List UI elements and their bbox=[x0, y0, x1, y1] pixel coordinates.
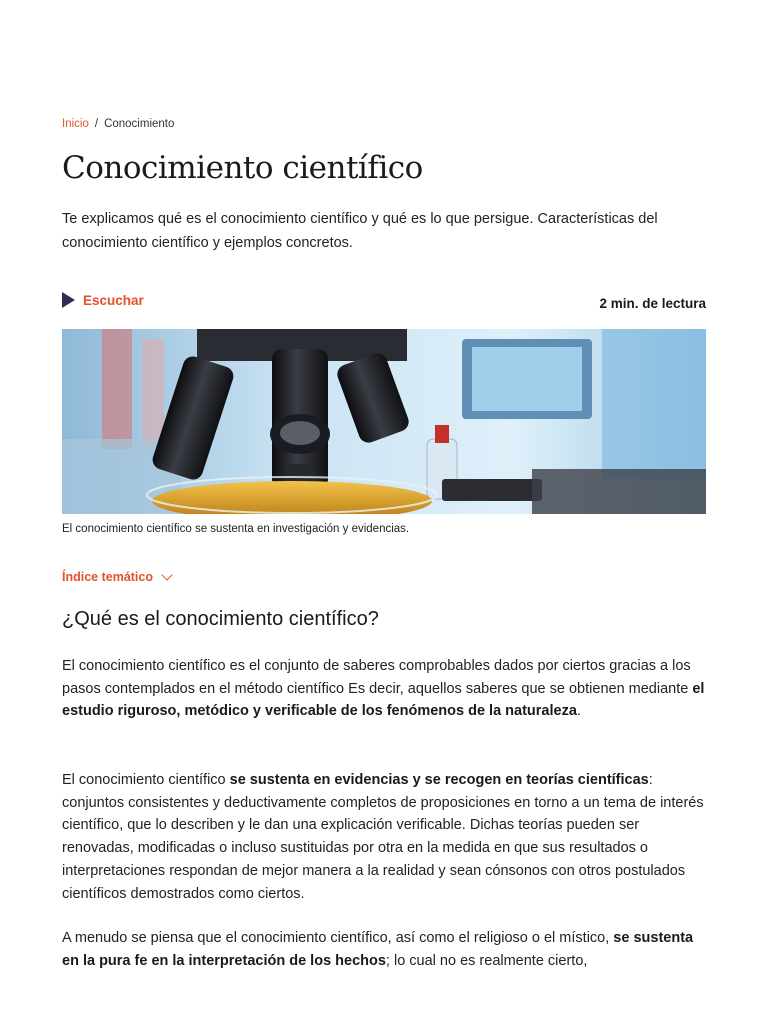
play-icon bbox=[62, 292, 75, 308]
article-lead: Te explicamos qué es el conocimiento científico y qué es lo que persigue. Características del conocimiento científico y ejemplos concretos. bbox=[62, 211, 658, 251]
paragraph-1-bold-1: el estudio riguroso, metódico y verificable de los fenómenos de la naturaleza bbox=[62, 680, 705, 720]
page-title: Conocimiento científico bbox=[62, 150, 423, 186]
toc-label: Índice temático bbox=[62, 570, 153, 584]
breadcrumb-separator: / bbox=[94, 118, 99, 130]
paragraph-1-text-1: El conocimiento científico es el conjunto de saberes comprobables dados por ciertos gracias a los pasos contemplados en el método científico Es decir, aquellos saberes que se obtienen mediante bbox=[62, 658, 693, 697]
paragraph-2-text-2: : conjuntos consistentes y deductivamente completos de proposiciones en torno a un tema de interés científico, que lo describen y le dan una explicación verificable. Dichas teorías pueden ser renovadas, modificadas o incluso sustituidas por otra en la medida en que sus resultados o interpretaciones respondan de mejor manera a la realidad y sean cónsonos con otros postulados científicos demostrados como ciertos. bbox=[62, 772, 704, 902]
breadcrumb-home-link[interactable]: Inicio bbox=[62, 118, 89, 130]
chevron-down-icon bbox=[161, 569, 172, 580]
breadcrumb bbox=[62, 118, 174, 130]
paragraph-2 bbox=[62, 769, 706, 905]
listen-button[interactable] bbox=[62, 292, 144, 308]
paragraph-1 bbox=[62, 655, 706, 723]
listen-label: Escuchar bbox=[83, 292, 144, 308]
article-meta-row bbox=[62, 292, 706, 316]
breadcrumb-current: Conocimiento bbox=[104, 118, 175, 130]
paragraph-3 bbox=[62, 927, 706, 972]
paragraph-1-text-2: . bbox=[576, 703, 581, 720]
paragraph-3-bold-1: se sustenta en la pura fe en la interpretación de los hechos bbox=[62, 930, 694, 969]
table-of-contents-toggle[interactable] bbox=[62, 570, 171, 584]
reading-time: 2 min. de lectura bbox=[599, 296, 706, 311]
paragraph-2-text-1: El conocimiento científico bbox=[62, 772, 230, 788]
image-caption: El conocimiento científico se sustenta en investigación y evidencias. bbox=[62, 523, 410, 535]
paragraph-2-bold-1: se sustenta en evidencias y se recogen en teorías científicas bbox=[229, 772, 649, 788]
section-heading: ¿Qué es el conocimiento científico? bbox=[62, 608, 379, 630]
hero-image-microscope bbox=[62, 329, 706, 514]
paragraph-3-text-2: ; lo cual no es realmente cierto, bbox=[385, 952, 588, 969]
paragraph-3-text-1: A menudo se piensa que el conocimiento científico, así como el religioso o el místico, bbox=[62, 930, 614, 946]
